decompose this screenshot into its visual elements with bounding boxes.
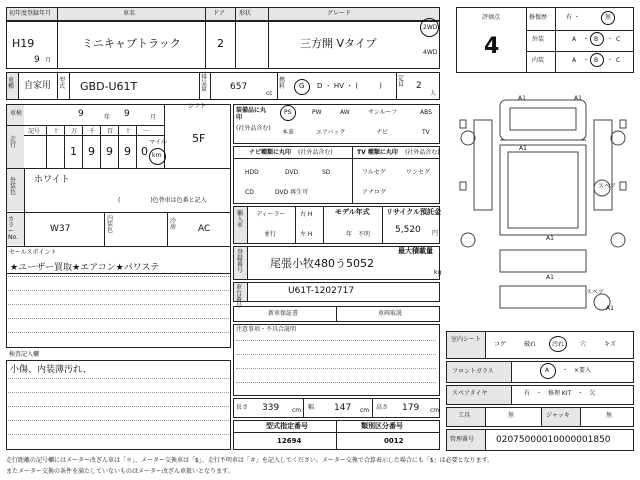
- grade: 三方開 Vタイプ: [300, 37, 377, 50]
- import-label: 輸入車: [237, 210, 244, 229]
- class-no: 0012: [384, 437, 404, 445]
- digit-1: 1: [70, 145, 77, 158]
- class-no-label: 類別区分番号: [361, 422, 403, 430]
- mile-unit: マイル: [149, 139, 167, 146]
- interior-color-label: 内装色: [107, 215, 114, 234]
- first-reg-label: 初年度登録年月: [9, 10, 52, 17]
- height: 179: [402, 403, 420, 413]
- drive-4wd: 4WD: [423, 49, 438, 56]
- inspection-label: 車検: [10, 110, 23, 117]
- mileage-label: 走行: [10, 136, 17, 149]
- int-c: C: [616, 57, 621, 64]
- height-unit: cm: [430, 407, 440, 414]
- equip-leather: 本革: [282, 129, 295, 136]
- cab-outline: [500, 100, 586, 140]
- jack-label: ジャッキ: [546, 412, 570, 419]
- notes-title: 注意事項・不具合説明: [236, 326, 297, 333]
- model-year-value: 年 不明: [346, 231, 371, 238]
- inspection-year-unit: 年: [104, 114, 111, 121]
- tv-oneseg: ワンセグ: [406, 169, 431, 176]
- spare-grade: A1: [606, 305, 614, 312]
- sheet-koge: コゲ: [494, 341, 507, 348]
- recycle-unit: 円: [432, 230, 439, 237]
- registration-value: 尾張小牧480う5052: [270, 257, 374, 270]
- chassis-label: 車台番号: [236, 284, 243, 309]
- km-unit: km: [152, 152, 162, 159]
- front-glass-rest: ・ ×要入: [562, 367, 592, 374]
- shape-label: 形状: [239, 10, 252, 17]
- int-dot2: ・: [607, 57, 614, 64]
- footer-line1: 走行距離の記号欄にはメーター改ざん車は「＊」、メーター交換車は「$」、走行不明車は「＃」を記入してください。メーター交換で合算表示した場合にも「$」は必要となります。: [6, 457, 494, 464]
- manual: 車両取説: [378, 310, 403, 317]
- dmg-label-5: A1: [546, 274, 554, 281]
- digit-4: 9: [124, 145, 131, 158]
- front-glass-a: A: [545, 367, 550, 374]
- bed-outline: [500, 145, 586, 235]
- score-label: 評価点: [482, 14, 501, 21]
- equip-sunroof: サンルーフ: [368, 109, 398, 116]
- equip-tv: TV: [422, 129, 430, 136]
- sheet-yabure: 破れ: [524, 341, 537, 348]
- fuel-rest: D ・ HV ・ ( ): [317, 82, 382, 90]
- spare-tire-label: スペアタイヤ: [452, 390, 488, 397]
- dmg-label-3: A1: [519, 145, 527, 152]
- wheel-fr: [611, 131, 625, 145]
- navi-cd: CD: [245, 189, 254, 196]
- mgmt-value: 02075000010000001850: [496, 435, 611, 445]
- front-glass-label: フロントガラス: [452, 368, 494, 375]
- model-year-label: モデル年式: [335, 208, 370, 216]
- ext-c: C: [616, 36, 621, 43]
- equip-aw: AW: [340, 109, 350, 116]
- digit-hdr-3: 千: [89, 128, 96, 135]
- digit-hdr-6: 一: [143, 128, 150, 135]
- car-diagram: [452, 90, 634, 330]
- first-reg-year: H19: [12, 37, 35, 50]
- digit-hdr-4: 百: [107, 128, 114, 135]
- dmg-label-1: A1: [518, 95, 526, 102]
- length-label: 長さ: [236, 404, 249, 411]
- digit-hdr-1: 十: [53, 128, 60, 135]
- model: GBD-U61T: [80, 80, 138, 93]
- equip-airbag: エアバック: [316, 129, 346, 136]
- ext-a: A: [572, 36, 577, 43]
- width-unit: cm: [360, 407, 370, 414]
- ext-dot1: ・: [583, 36, 590, 43]
- first-reg-month: 9: [34, 55, 40, 65]
- spare-label-2: スペア: [586, 289, 605, 296]
- cab-roof: [510, 108, 576, 130]
- navi-sd: SD: [322, 169, 331, 176]
- exterior-grade-label: 外装: [532, 36, 545, 43]
- right-side: [594, 120, 612, 210]
- repair-label: 修復歴: [529, 14, 548, 21]
- disp-label: 排気量: [201, 74, 208, 93]
- recycle-label: リサイクル預託金: [386, 208, 442, 216]
- fuel-label: 燃料: [279, 77, 286, 90]
- tv-title: TV 種類に丸印: [357, 149, 398, 156]
- footer-line2: またメーター交換の条件を満たしていないものはメーター改ざん車扱いとなります。: [6, 468, 234, 475]
- width: 147: [334, 403, 352, 413]
- int-dot1: ・: [583, 57, 590, 64]
- digit-5: 0: [141, 145, 148, 158]
- capacity-unit: 人: [430, 90, 437, 97]
- equip-navi: ナビ: [376, 129, 389, 136]
- spare-tire-opts: 有 ・ 修理 KIT ・ 欠: [524, 390, 596, 397]
- score: 4: [484, 34, 500, 59]
- interior-sheet-label: 室内シート: [451, 336, 482, 343]
- doors: 2: [217, 37, 224, 50]
- equipment-note: (社外品含む): [236, 125, 271, 132]
- recycle-value: 5,520: [395, 225, 421, 235]
- fuel-g: G: [299, 82, 305, 90]
- wheel-fl: [461, 131, 475, 145]
- navi-dvd: DVD: [285, 169, 299, 176]
- new-warranty: 新車保証書: [268, 310, 299, 317]
- front-view: [500, 286, 586, 308]
- inspection-month-unit: 月: [150, 114, 157, 121]
- use: 自家用: [24, 81, 52, 91]
- ext-dot2: ・: [607, 36, 614, 43]
- tools-value: 無: [508, 412, 515, 419]
- repair-none: 無: [605, 14, 612, 21]
- ac-label: 冷房: [170, 218, 177, 231]
- digit-3: 9: [106, 145, 113, 158]
- exterior-label: 外装色: [10, 177, 17, 196]
- interior-grade-label: 内装: [532, 57, 545, 64]
- inspection-month: 9: [124, 109, 130, 119]
- equipment-title: 装備品に丸印: [236, 107, 267, 122]
- inspector-text: 小傷、内装薄汚れ、: [10, 365, 92, 375]
- navi-note: (社外品含む): [298, 149, 333, 156]
- sales-point-text: ★ユーザー買取★エアコン★パワステ: [10, 263, 160, 273]
- car-name-label: 車名: [123, 10, 136, 17]
- digit-hdr-2: 万: [71, 128, 78, 135]
- drive-2wd: 2WD: [423, 24, 438, 31]
- notes-box: [233, 324, 440, 396]
- width-label: 幅: [308, 404, 315, 411]
- color-no-label: カラーNo.: [8, 216, 18, 241]
- wheel-rr: [611, 233, 625, 247]
- exterior-note: ( )色替車は色番と記入: [118, 197, 207, 204]
- shift-label: シフト: [188, 103, 207, 110]
- disp: 657: [230, 82, 248, 92]
- cc-unit: cc: [266, 90, 273, 97]
- navi-hdd: HDD: [245, 169, 259, 176]
- color-no: W37: [50, 224, 71, 234]
- digit-hdr-5: 十: [125, 128, 132, 135]
- sales-point-title: セールスポイント: [9, 249, 57, 256]
- type-no-label: 型式指定番号: [266, 422, 308, 430]
- int-a: A: [572, 57, 577, 64]
- month-unit: 月: [45, 57, 52, 64]
- capacity: 2: [416, 81, 422, 91]
- import-right: 右 H: [300, 211, 313, 218]
- length: 339: [262, 403, 280, 413]
- capacity-label: 定員: [398, 75, 405, 88]
- spare-label-1: スペア: [598, 183, 617, 190]
- digit-hdr-0: 記号: [28, 128, 41, 135]
- max-load-label: 最大積載量: [398, 247, 433, 255]
- equip-abs: ABS: [420, 109, 432, 116]
- registration-label: 登録番号: [237, 249, 244, 274]
- inspection-year: 9: [78, 109, 84, 119]
- tv-analog: アナログ: [362, 189, 387, 196]
- navi-title: ナビ種類に丸印: [249, 149, 292, 156]
- mgmt-label: 管理番号: [450, 436, 475, 443]
- navi-dvd-play: DVD 再生可: [275, 189, 309, 196]
- length-unit: cm: [292, 407, 302, 414]
- chassis-value: U61T-1202717: [288, 286, 355, 296]
- max-load-unit: kg: [434, 269, 442, 276]
- grade-label: グレード: [327, 10, 352, 17]
- exterior-color: ホワイト: [34, 175, 70, 185]
- sheet-kizu: キズ: [604, 341, 616, 348]
- left-side: [474, 120, 492, 210]
- model-label: 型式: [59, 77, 66, 90]
- dmg-label-4: A1: [546, 235, 554, 242]
- kind-label: 車種: [8, 77, 15, 90]
- type-no: 12694: [277, 437, 302, 445]
- doors-label: ドア: [213, 10, 225, 17]
- ext-b: B: [594, 36, 599, 43]
- import-dealer: ディーラー: [256, 211, 286, 218]
- height-label: 高さ: [376, 404, 389, 411]
- equip-ps: PS: [284, 109, 292, 116]
- ac-value: AC: [198, 224, 211, 234]
- import-parallel: 並行: [264, 231, 277, 238]
- sheet-yogore: 汚れ: [552, 341, 565, 348]
- digit-2: 9: [88, 145, 95, 158]
- sheet-ana: 穴: [580, 341, 587, 348]
- repair-opts: 有 ・: [566, 14, 580, 21]
- equip-pw: PW: [312, 109, 322, 116]
- jack-value: 無: [606, 412, 613, 419]
- int-b: B: [594, 57, 599, 64]
- inspector-title: 検査記入欄: [9, 351, 40, 358]
- import-left: 左 H: [300, 231, 313, 238]
- bed-inner: [508, 152, 578, 228]
- car-name: ミニキャブトラック: [82, 37, 181, 50]
- dmg-label-2: A1: [574, 95, 582, 102]
- tv-fullseg: フルセグ: [362, 169, 386, 176]
- shift-value: 5F: [192, 132, 206, 145]
- wheel-rl: [461, 233, 475, 247]
- tools-label: 工具: [458, 412, 471, 419]
- rear-view: [500, 250, 586, 272]
- tv-note: (社外品含む): [405, 149, 440, 156]
